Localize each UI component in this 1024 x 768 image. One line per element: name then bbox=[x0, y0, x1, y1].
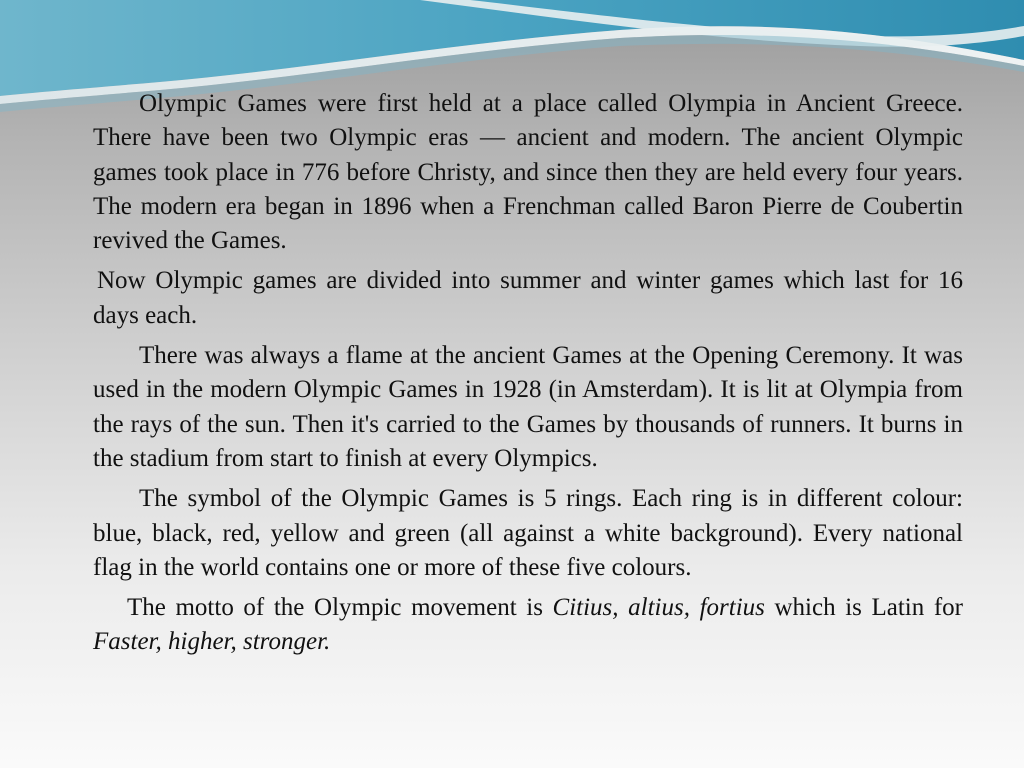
paragraph-olympic-flame: There was always a flame at the ancient Games at the Opening Ceremony. It was used in the modern Olympic Games in 1928 (in Amsterdam). It is lit at Olympia from the rays of the sun. Then it's carried to the Games by thousands of runners. It burns in the stadium from start to finish at every Olympics. bbox=[93, 342, 963, 472]
motto-text-middle: which is Latin for bbox=[764, 594, 963, 622]
paragraph-olympic-history: Olympic Games were first held at a place called Olympia in Ancient Greece. There have been two Olympic eras — ancient and modern. The ancient Olympic games took place in 776 before Christy, and since then they are held every four years. The modern era began in 1896 when a Frenchman called Baron Pierre de Coubertin revived the Games. bbox=[93, 90, 963, 255]
motto-text-intro: The motto of the Olympic movement is bbox=[127, 594, 553, 622]
slide-text-body bbox=[93, 87, 963, 666]
motto-english-phrase: Faster, higher, stronger. bbox=[93, 628, 331, 656]
motto-latin-phrase: Citius, altius, fortius bbox=[552, 594, 765, 622]
paragraph-olympic-motto bbox=[93, 591, 963, 660]
paragraph-summer-winter-games: Now Olympic games are divided into summer and winter games which last for 16 days each. bbox=[93, 267, 963, 329]
paragraph-olympic-rings: The symbol of the Olympic Games is 5 rings. Each ring is in different colour: blue, black, red, yellow and green (all against a white background). Every national flag in the world contains one or more of these five colours. bbox=[93, 485, 963, 581]
